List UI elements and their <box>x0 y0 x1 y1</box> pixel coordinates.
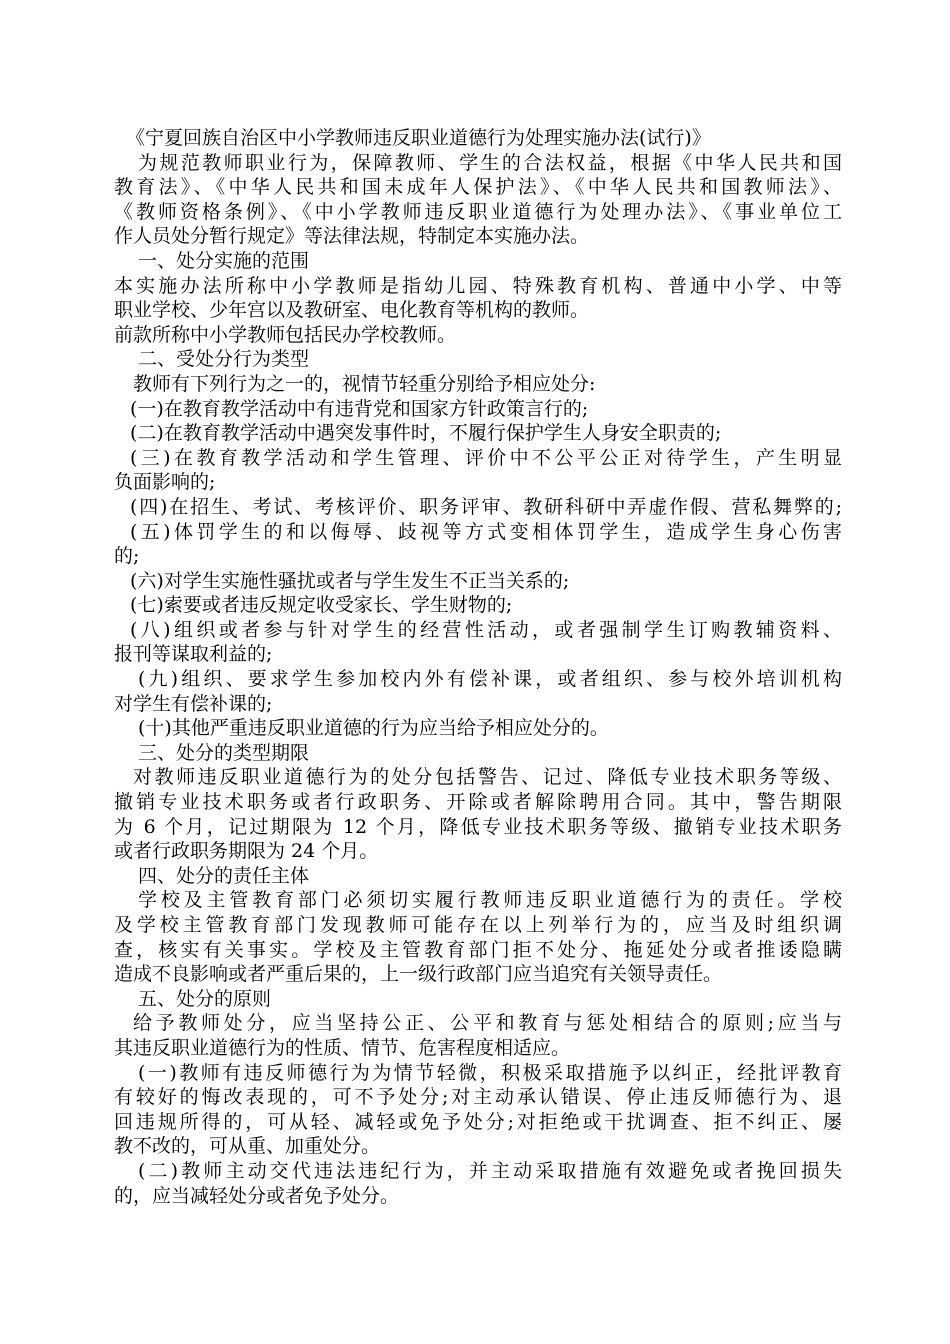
text-line: 教不改的，可从重、加重处分。 <box>114 1135 381 1158</box>
text-line: (十)其他严重违反职业道德的行为应当给予相应处分的。 <box>138 717 609 740</box>
text-line: 对学生有偿补课的; <box>114 692 273 715</box>
text-line: 报刊等谋取利益的; <box>114 643 273 666</box>
text-line: (一)教师有违反师德行为为情节轻微，积极采取措施予以纠正，经批评教育 <box>138 1061 842 1084</box>
text-line: 或者行政职务期限为 24 个月。 <box>114 840 379 863</box>
text-line: (四)在招生、考试、考核评价、职务评审、教研科研中弄虚作假、营私舞弊的; <box>130 495 842 518</box>
text-line: (五)体罚学生的和以侮辱、歧视等方式变相体罚学生，造成学生身心伤害 <box>130 520 842 543</box>
text-line: 二、受处分行为类型 <box>138 348 310 371</box>
text-line: 教师有下列行为之一的，视情节轻重分别给予相应处分: <box>133 372 596 395</box>
text-line: (二)在教育教学活动中遇突发事件时，不履行保护学生人身安全职责的; <box>130 422 722 445</box>
text-line: 一、处分实施的范围 <box>138 249 310 272</box>
text-line: 的，应当减轻处分或者免予处分。 <box>114 1184 400 1207</box>
text-line: 前款所称中小学教师包括民办学校教师。 <box>114 323 457 346</box>
text-line: 为规范教师职业行为，保障教师、学生的合法权益，根据《中华人民共和国 <box>138 151 842 174</box>
text-line: (九)组织、要求学生参加校内外有偿补课，或者组织、参与校外培训机构 <box>138 668 842 691</box>
text-line: 为 6 个月，记过期限为 12 个月，降低专业技术职务等级、撤销专业技术职务 <box>114 815 842 838</box>
text-line: 作人员处分暂行规定》等法律法规，特制定本实施办法。 <box>114 225 590 248</box>
text-line: 《宁夏回族自治区中小学教师违反职业道德行为处理实施办法(试行)》 <box>126 127 711 149</box>
text-line: 本实施办法所称中小学教师是指幼儿园、特殊教育机构、普通中小学、中等 <box>114 274 842 297</box>
text-line: 对教师违反职业道德行为的处分包括警告、记过、降低专业技术职务等级、 <box>133 766 842 789</box>
text-line: 给予教师处分，应当坚持公正、公平和教育与惩处相结合的原则;应当与 <box>133 1012 842 1035</box>
text-line: 回违规所得的，可从轻、减轻或免予处分;对拒绝或干扰调查、拒不纠正、屡 <box>114 1110 842 1133</box>
text-line: 撤销专业技术职务或者行政职务、开除或者解除聘用合同。其中，警告期限 <box>114 791 842 814</box>
text-line: (一)在教育教学活动中有违背党和国家方针政策言行的; <box>130 397 589 420</box>
text-line: 其违反职业道德行为的性质、情节、危害程度相适应。 <box>114 1036 571 1059</box>
document-body <box>114 126 842 1208</box>
text-line: (七)索要或者违反规定收受家长、学生财物的; <box>130 594 513 617</box>
text-line: 学校及主管教育部门必须切实履行教师违反职业道德行为的责任。学校 <box>138 889 842 912</box>
text-line: (二)教师主动交代违法违纪行为，并主动采取措施有效避免或者挽回损失 <box>138 1159 842 1182</box>
text-line: 及学校主管教育部门发现教师可能存在以上列举行为的，应当及时组织调 <box>114 914 842 936</box>
text-line: 《教师资格条例》、《中小学教师违反职业道德行为处理办法》、《事业单位工 <box>114 200 842 223</box>
text-line: 负面影响的; <box>114 471 216 494</box>
text-line: 造成不良影响或者严重后果的，上一级行政部门应当追究有关领导责任。 <box>114 963 723 986</box>
text-line: 四、处分的责任主体 <box>138 864 310 887</box>
text-line: (三)在教育教学活动和学生管理、评价中不公平公正对待学生，产生明显 <box>130 446 842 469</box>
text-line: 职业学校、少年宫以及教研室、电化教育等机构的教师。 <box>114 299 590 322</box>
text-line: 三、处分的类型期限 <box>138 741 310 764</box>
text-line: 有较好的悔改表现的，可不予处分;对主动承认错误、停止违反师德行为、退 <box>114 1086 842 1109</box>
text-line: (八)组织或者参与针对学生的经营性活动，或者强制学生订购教辅资料、 <box>130 618 842 641</box>
text-line: 查，核实有关事实。学校及主管教育部门拒不处分、拖延处分或者推诿隐瞒 <box>114 938 842 961</box>
text-line: 五、处分的原则 <box>138 987 272 1010</box>
text-line: (六)对学生实施性骚扰或者与学生发生不正当关系的; <box>130 569 570 592</box>
text-line: 教育法》、《中华人民共和国未成年人保护法》、《中华人民共和国教师法》、 <box>114 176 842 199</box>
text-line: 的; <box>114 545 140 568</box>
